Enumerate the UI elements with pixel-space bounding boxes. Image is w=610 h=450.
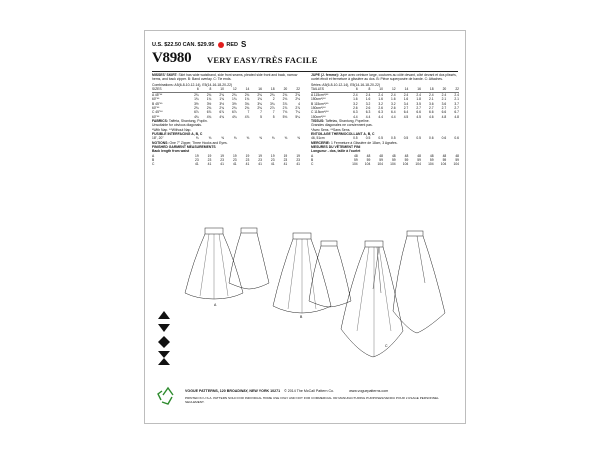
table-cell: ⅜ xyxy=(246,136,250,141)
table-cell: 4.8 xyxy=(441,114,447,119)
table-cell: 2.7 xyxy=(441,106,447,110)
footer-legal: PRINTED IN U.S.A. PATTERN SOLD FOR INDIVIDUAL HOME USE ONLY AND NOT FOR COMMERCIAL OR MANUFACTURING PURPOSES/VENDU POUR L'USAGE PERSONNEL SEULEMENT. xyxy=(185,396,439,404)
table-cell: 3¾ xyxy=(257,101,262,106)
table-cell: 59 xyxy=(404,158,409,163)
row-label: C 115cm*/** xyxy=(311,110,329,115)
table-cell: 1¾ xyxy=(257,97,262,102)
table-cell: 4¾ xyxy=(232,114,237,119)
table-cell: 2.7 xyxy=(429,106,434,110)
table-cell: 2.6 xyxy=(391,106,396,110)
table-cell: 6.3 xyxy=(378,110,383,115)
table-cell: 6⅞ xyxy=(232,110,237,115)
table-cell: 2.7 xyxy=(416,106,421,110)
table-cell: 1.6 xyxy=(353,97,358,102)
table-cell: 4¾ xyxy=(206,114,212,119)
table-cell: 6.7 xyxy=(454,110,459,115)
table-cell: 0.5 xyxy=(403,136,409,141)
table-cell: 3.2 xyxy=(365,101,371,106)
table-cell: 2.4 xyxy=(441,92,447,97)
color-code: RED xyxy=(226,41,238,48)
table-cell: 2¾ xyxy=(282,92,288,97)
table-cell: 23 xyxy=(194,158,199,163)
table-cell: ⅜ xyxy=(284,136,288,141)
unsuitable-fr: Grandes diagonales ne conviennent pas. xyxy=(311,123,373,128)
measurements-title-en: FINISHED GARMENT MEASUREMENTS xyxy=(152,145,216,149)
diamond-icon xyxy=(158,336,170,348)
table-cell: 41 xyxy=(296,162,300,167)
row-label: 150cm*/** xyxy=(311,106,326,110)
table-cell: 1.6 xyxy=(378,97,383,102)
table-cell: 2.4 xyxy=(403,92,409,97)
footer-address: VOGUE PATTERNS, 120 BROADWAY, NEW YORK 10271 xyxy=(185,389,281,393)
table-cell: 59 xyxy=(417,158,421,163)
pattern-number: V8980 xyxy=(152,50,192,66)
table-cell: 4.5 xyxy=(416,114,421,119)
row-label: A 45"** xyxy=(152,92,163,97)
table-cell: 2 xyxy=(272,97,275,102)
table-cell: 104 xyxy=(364,162,371,167)
table-cell: 3.2 xyxy=(378,101,383,106)
table-cell: 41 xyxy=(283,162,288,167)
table-cell: 3.6 xyxy=(441,101,447,106)
table-cell: 1¾ xyxy=(194,97,199,102)
table-cell: ⅜ xyxy=(208,136,212,141)
fabrics-fr: TISSUS: Taffetas, Shantung, Popeline. xyxy=(311,119,370,124)
table-cell: 0.5 xyxy=(365,136,371,141)
table-cell: 2¾ xyxy=(244,106,250,110)
nap-note-en: *With Nap. **Without Nap. xyxy=(152,127,192,132)
table-cell: 19 xyxy=(270,153,275,158)
view-a-back-drawing xyxy=(229,228,269,289)
triangle-down-icon xyxy=(158,324,170,332)
table-cell: 12 xyxy=(383,87,396,92)
table-cell: ⅜ xyxy=(259,136,262,141)
table-cell: 3½ xyxy=(194,101,199,106)
table-cell: ⅜ xyxy=(221,136,224,141)
table-cell: 2¾ xyxy=(244,92,250,97)
table-cell: 4¾ xyxy=(194,114,199,119)
recycle-icon xyxy=(158,388,173,404)
table-cell: 3¾ xyxy=(270,101,275,106)
table-cell: 19 xyxy=(283,153,288,158)
view-a-label: A xyxy=(214,303,217,307)
table-cell: 6⅞ xyxy=(206,110,212,115)
table-cell: 48 xyxy=(417,153,421,158)
interfacing-title-fr: ENTOILAGE THERMOCOLLANT A, B, C xyxy=(311,132,375,137)
table-cell: 0.5 xyxy=(416,136,421,141)
table-cell: 59 xyxy=(429,158,434,163)
table-cell: 2.1 xyxy=(429,97,434,102)
row-label: 18", 20" xyxy=(152,136,164,141)
table-cell: 18 xyxy=(421,87,434,92)
table-cell: 22 xyxy=(446,87,459,92)
table-cell: 2.7 xyxy=(454,106,459,110)
table-cell: 59 xyxy=(455,158,459,163)
row-label: C xyxy=(152,162,155,167)
view-c-label: C xyxy=(385,344,388,348)
row-label: A xyxy=(152,153,155,158)
row-label: A xyxy=(311,153,314,158)
skirt-illustrations xyxy=(145,31,465,423)
table-cell: 0.6 xyxy=(429,136,434,141)
row-label: C xyxy=(311,162,314,167)
table-cell: 6.6 xyxy=(441,110,447,115)
table-cell: 3¾ xyxy=(244,101,250,106)
interfacing-title-en: FUSIBLE INTERFACING A, B, C xyxy=(152,132,203,137)
table-cell: ⅜ xyxy=(271,136,275,141)
table-cell: 104 xyxy=(390,162,396,167)
table-cell: 22 xyxy=(287,87,300,92)
table-cell: 3.2 xyxy=(353,101,358,106)
table-cell: 2¾ xyxy=(206,92,212,97)
measurements-sub-en: Back length from waist xyxy=(152,149,190,154)
table-cell: 19 xyxy=(258,153,262,158)
table-cell: 2⅞ xyxy=(270,106,275,110)
table-cell: 19 xyxy=(220,153,224,158)
table-cell: 19 xyxy=(296,153,300,158)
table-cell: 0.5 xyxy=(391,136,396,141)
table-cell: 10 xyxy=(370,87,383,92)
table-cell: 2¾ xyxy=(219,92,224,97)
table-cell: 3.5 xyxy=(416,101,421,106)
table-cell: 6.6 xyxy=(429,110,434,115)
table-cell: 3½ xyxy=(232,101,237,106)
row-label: 60"** xyxy=(152,114,160,119)
table-cell: 2¾ xyxy=(295,92,300,97)
table-cell: 3.6 xyxy=(429,101,434,106)
row-label: C 45"** xyxy=(152,110,163,115)
pattern-envelope-back xyxy=(144,30,466,424)
row-label: A 115cm*/** xyxy=(311,92,329,97)
table-cell: 6.3 xyxy=(353,110,358,115)
table-cell: 3⅞ xyxy=(282,101,288,106)
view-c-drawing xyxy=(341,241,403,357)
table-cell: 2.6 xyxy=(365,106,371,110)
table-cell: 6.3 xyxy=(365,110,371,115)
view-b-label: B xyxy=(300,315,303,319)
table-cell: 1.6 xyxy=(403,97,409,102)
table-cell: 48 xyxy=(455,153,459,158)
table-cell: 4.5 xyxy=(403,114,409,119)
table-cell: 104 xyxy=(440,162,447,167)
table-cell: 2¾ xyxy=(219,106,224,110)
table-cell: 2.6 xyxy=(353,106,358,110)
symbol-column xyxy=(158,311,170,365)
table-cell: 2.4 xyxy=(454,92,459,97)
table-cell: 104 xyxy=(415,162,421,167)
table-cell: 1.6 xyxy=(391,97,396,102)
table-cell: 8 xyxy=(358,87,371,92)
table-cell: 4.6 xyxy=(429,114,434,119)
table-cell: 41 xyxy=(258,162,262,167)
row-label: 60"** xyxy=(152,97,160,102)
table-cell: 2.4 xyxy=(378,92,383,97)
table-cell: 1.6 xyxy=(365,97,371,102)
table-cell: 1.8 xyxy=(416,97,421,102)
table-cell: 3½ xyxy=(219,101,224,106)
table-cell: 2.6 xyxy=(378,106,383,110)
table-cell: 14 xyxy=(396,87,409,92)
table-cell: 23 xyxy=(220,158,224,163)
table-cell: 2¾ xyxy=(194,92,199,97)
footer-address-line xyxy=(185,389,388,393)
table-cell: ⅜ xyxy=(297,136,300,141)
table-cell: 2.7 xyxy=(403,106,409,110)
table-cell: 16 xyxy=(249,87,262,92)
table-cell: 19 xyxy=(194,153,199,158)
table-cell: 5⅛ xyxy=(282,114,288,119)
price-text: U.S. $22.50 CAN. $29.95 xyxy=(152,41,215,48)
table-cell: 2⅞ xyxy=(295,106,300,110)
table-cell: 4.4 xyxy=(391,114,396,119)
table-cell: 3.4 xyxy=(403,101,409,106)
row-label: B xyxy=(311,158,314,163)
table-cell: 2.1 xyxy=(454,97,459,102)
table-cell: 7 xyxy=(247,110,250,115)
table-cell: 7 xyxy=(272,110,275,115)
table-cell: 48 xyxy=(366,153,371,158)
table-cell: 59 xyxy=(353,158,358,163)
table-cell: 41 xyxy=(245,162,250,167)
measurements-sub-fr: Longueur - dos, taille à l'ourlet xyxy=(311,149,361,154)
table-cell: ⅜ xyxy=(195,136,199,141)
table-cell: 18 xyxy=(262,87,275,92)
table-cell: 48 xyxy=(442,153,447,158)
table-cell: 104 xyxy=(428,162,434,167)
table-cell: 23 xyxy=(270,158,275,163)
table-cell: 41 xyxy=(232,162,237,167)
view-c-back-drawing xyxy=(393,231,445,333)
row-label: TAILLES xyxy=(311,87,345,92)
table-cell: 104 xyxy=(453,162,459,167)
table-cell: 2¾ xyxy=(257,92,262,97)
table-cell: 2¾ xyxy=(232,92,237,97)
notions-fr: MERCERIE: 1 Fermeture à Glissière de 18cm, 3 Agrafes. xyxy=(311,140,398,145)
table-cell: 19 xyxy=(232,153,237,158)
table-cell: 4 xyxy=(298,101,300,106)
table-cell: 59 xyxy=(366,158,371,163)
row-label: SIZES xyxy=(152,87,186,92)
table-cell: 0.6 xyxy=(454,136,459,141)
table-cell: 23 xyxy=(232,158,237,163)
fabrics-en: FABRICS: Taffeta, Shantung, Poplin. xyxy=(152,119,208,124)
table-cell: 20 xyxy=(434,87,447,92)
table-cell: 6.4 xyxy=(391,110,396,115)
table-cell: 4.4 xyxy=(378,114,383,119)
table-cell: 7⅛ xyxy=(282,110,288,115)
table-cell: 7¼ xyxy=(295,110,300,115)
table-cell: 0.5 xyxy=(378,136,383,141)
description-fr: JUPE (J. femme): Jupe avec ceinture large, coutures au côté devant, côté devant et dos plissés, ourlet étroit et fermeture à glissière au dos. B: Pièce superposée de bande. C: Attaches. xyxy=(311,73,457,82)
table-cell: 14 xyxy=(237,87,250,92)
table-cell: 2⅛ xyxy=(295,97,300,102)
row-label: B 115cm*/** xyxy=(311,101,329,106)
table-cell: 1¾ xyxy=(206,97,212,102)
table-cell: 5 xyxy=(272,114,275,119)
combinations-fr: Séries: A5(6-8-10-12-14), E5(14-16-18-20-22) xyxy=(311,83,380,88)
table-cell: ⅜ xyxy=(233,136,237,141)
table-cell: 4.4 xyxy=(365,114,371,119)
table-cell: 5¼ xyxy=(295,114,300,119)
size-letter: S xyxy=(241,40,247,49)
table-cell: 6.6 xyxy=(416,110,421,115)
table-cell: 2¾ xyxy=(232,106,237,110)
table-cell: 6⅞ xyxy=(219,110,224,115)
table-cell: 19 xyxy=(245,153,250,158)
table-cell: 19 xyxy=(207,153,212,158)
row-label: 150cm*/** xyxy=(311,97,326,102)
table-cell: 6 xyxy=(345,87,358,92)
row-label: B 45"** xyxy=(152,101,163,106)
row-label: 46, 51cm xyxy=(311,136,325,141)
table-cell: 48 xyxy=(429,153,434,158)
view-b-drawing xyxy=(273,233,331,313)
footer-copyright: © 2014 The McCall Pattern Co. xyxy=(284,389,335,393)
triangle-up-icon xyxy=(158,311,170,319)
table-cell: 41 xyxy=(194,162,199,167)
table-cell: 48 xyxy=(353,153,358,158)
table-cell: 2.4 xyxy=(416,92,421,97)
table-cell: 59 xyxy=(442,158,447,163)
table-cell: 104 xyxy=(377,162,383,167)
table-cell: 0.6 xyxy=(441,136,447,141)
table-cell: 23 xyxy=(207,158,212,163)
table-cell: 1¾ xyxy=(244,97,250,102)
table-cell: 6 xyxy=(186,87,199,92)
view-a-drawing xyxy=(185,228,243,299)
row-label: B xyxy=(152,158,155,163)
table-cell: 3.2 xyxy=(391,101,396,106)
table-cell: 23 xyxy=(283,158,288,163)
table-cell: 3½ xyxy=(206,101,212,106)
table-cell: 2.4 xyxy=(365,92,371,97)
table-cell: 48 xyxy=(391,153,396,158)
table-cell: 4.8 xyxy=(454,114,459,119)
footer-website: www.voguepatterns.com xyxy=(349,389,389,393)
table-cell: 2.1 xyxy=(441,97,447,102)
table-cell: 3.7 xyxy=(454,101,459,106)
table-cell: 2⅛ xyxy=(282,97,288,102)
hourglass-icon xyxy=(158,351,170,365)
table-cell: 2⅞ xyxy=(282,106,288,110)
table-cell: 20 xyxy=(275,87,288,92)
table-cell: 23 xyxy=(245,158,250,163)
table-cell: 48 xyxy=(404,153,409,158)
table-cell: 2¾ xyxy=(270,92,275,97)
nap-note-fr: *Avec Sens. **Sans Sens. xyxy=(311,127,351,132)
table-cell: 5 xyxy=(260,114,262,119)
table-cell: 41 xyxy=(207,162,212,167)
table-cell: 23 xyxy=(258,158,262,163)
table-cell: 6.4 xyxy=(403,110,409,115)
unsuitable-en: Unsuitable for obvious diagonals. xyxy=(152,123,202,128)
table-cell: 16 xyxy=(408,87,421,92)
row-label: 150cm*/** xyxy=(311,114,326,119)
table-cell: 104 xyxy=(402,162,409,167)
table-cell: 1¾ xyxy=(232,97,237,102)
table-cell: 2.4 xyxy=(353,92,358,97)
row-label: 60"** xyxy=(152,106,160,110)
difficulty-label: VERY EASY/TRÈS FACILE xyxy=(207,55,318,65)
table-cell: 41 xyxy=(270,162,275,167)
table-cell: 2.4 xyxy=(391,92,396,97)
table-cell: 104 xyxy=(352,162,358,167)
notions-en: NOTIONS: One 7" Zipper, Three Hooks and Eyes. xyxy=(152,140,228,145)
table-cell: 12 xyxy=(224,87,237,92)
table-cell: 41 xyxy=(220,162,224,167)
table-cell: 7 xyxy=(260,110,262,115)
table-cell: 23 xyxy=(296,158,300,163)
table-cell: 48 xyxy=(379,153,383,158)
table-cell: 6⅞ xyxy=(194,110,199,115)
table-cell: 10 xyxy=(211,87,224,92)
description-en: MISSES' SKIRT: Skirt has wide waistband, side front seams, pleated side front and back, narrow hems, and back zipper. B: Band overlay. C: Tie ends. xyxy=(152,73,298,82)
table-cell: 4.4 xyxy=(353,114,358,119)
table-cell: 8 xyxy=(199,87,212,92)
table-cell: 2¾ xyxy=(194,106,199,110)
table-cell: 4⅞ xyxy=(244,114,250,119)
table-cell: 2¾ xyxy=(257,106,262,110)
table-cell: 1¾ xyxy=(219,97,224,102)
table-cell: 59 xyxy=(391,158,396,163)
table-cell: 59 xyxy=(379,158,383,163)
measurements-title-fr: MESURES DU VÊTEMENT FINI xyxy=(311,145,361,149)
table-cell: 0.5 xyxy=(353,136,358,141)
table-cell: 2.4 xyxy=(429,92,434,97)
table-cell: 2¾ xyxy=(206,106,212,110)
table-cell: 4¾ xyxy=(219,114,224,119)
combinations-en: Combinations: A5(6-8-10-12-14), E5(14-16-18-20-22) xyxy=(152,83,233,88)
